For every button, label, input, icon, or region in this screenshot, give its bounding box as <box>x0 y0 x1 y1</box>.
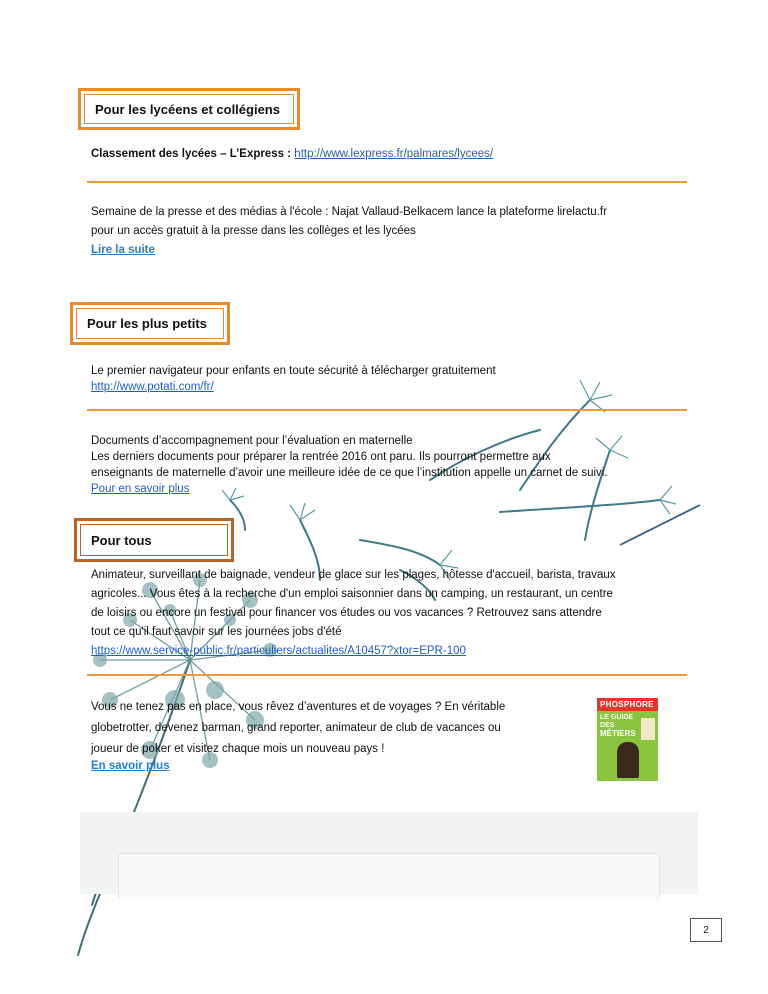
magazine-sidebar <box>641 718 655 740</box>
docs-line-2: Les derniers documents pour préparer la rentrée 2016 ont paru. Ils pourront permettre aux <box>91 451 551 463</box>
magazine-cover-line-2: DES <box>600 722 615 729</box>
section-title-petits: Pour les plus petits <box>87 316 207 331</box>
jobs-line-2: agricoles... Vous êtes à la recherche d'un emploi saisonnier dans un camping, un restaurant, un centre <box>91 588 613 600</box>
classement-label: Classement des lycées – L’Express : <box>91 148 292 160</box>
page-number <box>690 918 722 942</box>
presse-line-2: pour un accès gratuit à la presse dans les collèges et les lycées <box>91 225 416 237</box>
potati-link[interactable]: http://www.potati.com/fr/ <box>91 381 214 393</box>
service-public-link[interactable]: https://www.service-public.fr/particuliers/actualites/A10457?xtor=EPR-100 <box>91 645 466 657</box>
phosphore-magazine-cover[interactable] <box>597 698 658 781</box>
lexpress-link[interactable]: http://www.lexpress.fr/palmares/lycees/ <box>294 148 494 160</box>
divider <box>87 409 687 411</box>
jobs-line-4: tout ce qu'il faut savoir sur les journées jobs d'été <box>91 626 342 638</box>
divider <box>87 181 687 183</box>
section-title-lyceens: Pour les lycéens et collégiens <box>95 101 280 117</box>
magazine-figure <box>617 742 639 778</box>
navigateur-line: Le premier navigateur pour enfants en toute sécurité à télécharger gratuitement <box>91 365 496 377</box>
section-title-box-lyceens <box>78 88 300 130</box>
pour-en-savoir-plus-link[interactable]: Pour en savoir plus <box>91 483 190 495</box>
magazine-brand: PHOSPHORE <box>597 698 658 711</box>
docs-line-3: enseignants de maternelle d’avoir une meilleure idée de ce que l’institution appelle un carnet de suivi. <box>91 467 608 479</box>
docs-line-1: Documents d’accompagnement pour l’évaluation en maternelle <box>91 435 413 447</box>
page-number-text: 2 <box>703 924 709 936</box>
jobs-line-1: Animateur, surveillant de baignade, vendeur de glace sur les plages, hôtesse d'accueil, barista, travaux <box>91 569 616 581</box>
divider <box>87 674 687 676</box>
embedded-card <box>118 853 660 899</box>
section-title-box-petits <box>70 302 230 345</box>
presse-line-1: Semaine de la presse et des médias à l'école : Najat Vallaud-Belkacem lance la plateforme lirelactu.fr <box>91 206 607 218</box>
lire-la-suite-link[interactable]: Lire la suite <box>91 244 155 256</box>
magazine-cover-line-3: MÉTIERS <box>600 729 636 738</box>
voyage-line-1: Vous ne tenez pas en place, vous rêvez d’aventures et de voyages ? En véritable <box>91 701 506 713</box>
voyage-line-2: globetrotter, devenez barman, grand reporter, animateur de club de vacances ou <box>91 722 501 734</box>
classement-line <box>91 146 493 163</box>
jobs-line-3: de loisirs ou encore un festival pour financer vos études ou vos vacances ? Retrouvez sans attendre <box>91 607 602 619</box>
en-savoir-plus-link[interactable]: En savoir plus <box>91 760 170 772</box>
magazine-cover-line-1: LE GUIDE <box>600 714 634 721</box>
section-title-tous: Pour tous <box>91 532 152 548</box>
voyage-line-3: joueur de poker et visitez chaque mois un nouveau pays ! <box>91 743 385 755</box>
section-title-box-tous <box>74 518 234 562</box>
